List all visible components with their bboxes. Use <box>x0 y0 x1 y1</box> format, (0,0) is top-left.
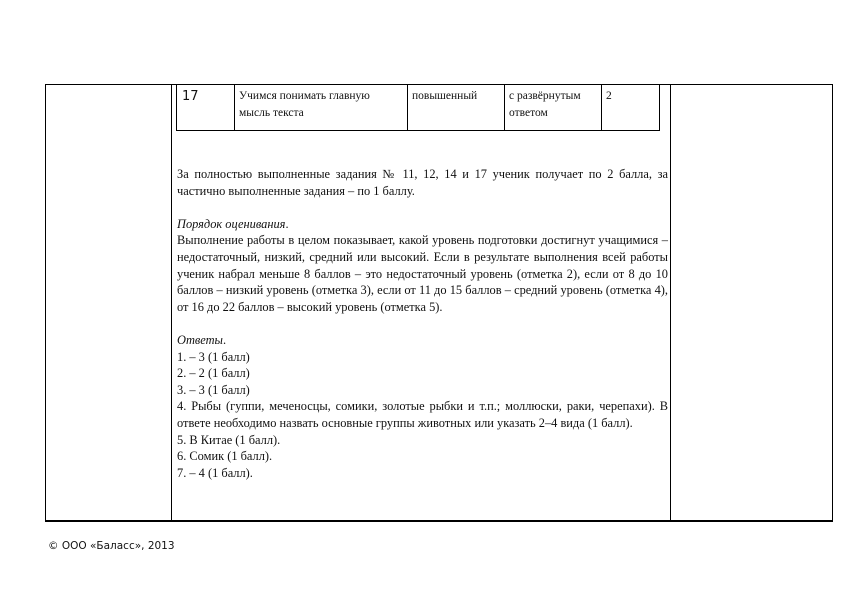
criteria-table-row <box>176 85 660 131</box>
assessment-text: Выполнение работы в целом показывает, какой уровень подготовки достигнут учащимися – недостаточный, низкий, средний или высокий. Если в результате выполнения всей работы ученик набрал меньше 8 баллов – это недостаточный уровень (отметка 2), если от 8 до 10 баллов – низкий уровень (отметка 3), если от 11 до 15 баллов – средний уровень (отметка 4), от 16 до 22 баллов – высокий уровень (отметка 5). <box>177 233 668 314</box>
scoring-content <box>177 166 668 481</box>
inner-right-border <box>659 85 660 131</box>
outer-bottom-border <box>45 520 833 522</box>
answer-item: 4. Рыбы (гуппи, меченосцы, сомики, золотые рыбки и т.п.; моллюски, раки, черепахи). В ответе необходимо назвать основные группы животных или указать 2–4 вида (1 балл). <box>177 399 668 430</box>
task-number: 17 <box>182 89 199 104</box>
task-name: Учимся понимать главную мысль текста <box>239 90 370 119</box>
answer-type-cell <box>504 85 601 131</box>
task-level: повышенный <box>412 90 478 102</box>
assessment-heading: Порядок оценивания. <box>177 216 289 231</box>
outer-left-border <box>45 84 46 522</box>
answer-item: 7. – 4 (1 балл). <box>177 465 253 480</box>
points: 2 <box>606 90 612 102</box>
points-cell <box>601 85 659 131</box>
task-name-cell <box>234 85 407 131</box>
answer-item: 1. – 3 (1 балл) <box>177 349 250 364</box>
copyright-footer: © ООО «Баласс», 2013 <box>48 540 175 552</box>
answer-type: с развёрнутым ответом <box>509 90 581 119</box>
task-number-cell <box>176 85 234 131</box>
answer-item: 6. Сомик (1 балл). <box>177 449 273 464</box>
column-divider-1 <box>171 84 172 522</box>
assessment-heading-text: Порядок оценивания <box>177 216 286 231</box>
scoring-note: За полностью выполненные задания № 11, 12, 14 и 17 ученик получает по 2 балла, за частично выполненные задания – по 1 баллу. <box>177 167 668 198</box>
outer-right-border <box>832 84 833 522</box>
task-level-cell <box>407 85 504 131</box>
answer-item: 5. В Китае (1 балл). <box>177 432 281 447</box>
column-divider-2 <box>670 84 671 522</box>
answers-heading: Ответы. <box>177 332 227 347</box>
answer-item: 3. – 3 (1 балл) <box>177 382 250 397</box>
answer-item: 2. – 2 (1 балл) <box>177 366 250 381</box>
answers-heading-text: Ответы <box>177 332 223 347</box>
